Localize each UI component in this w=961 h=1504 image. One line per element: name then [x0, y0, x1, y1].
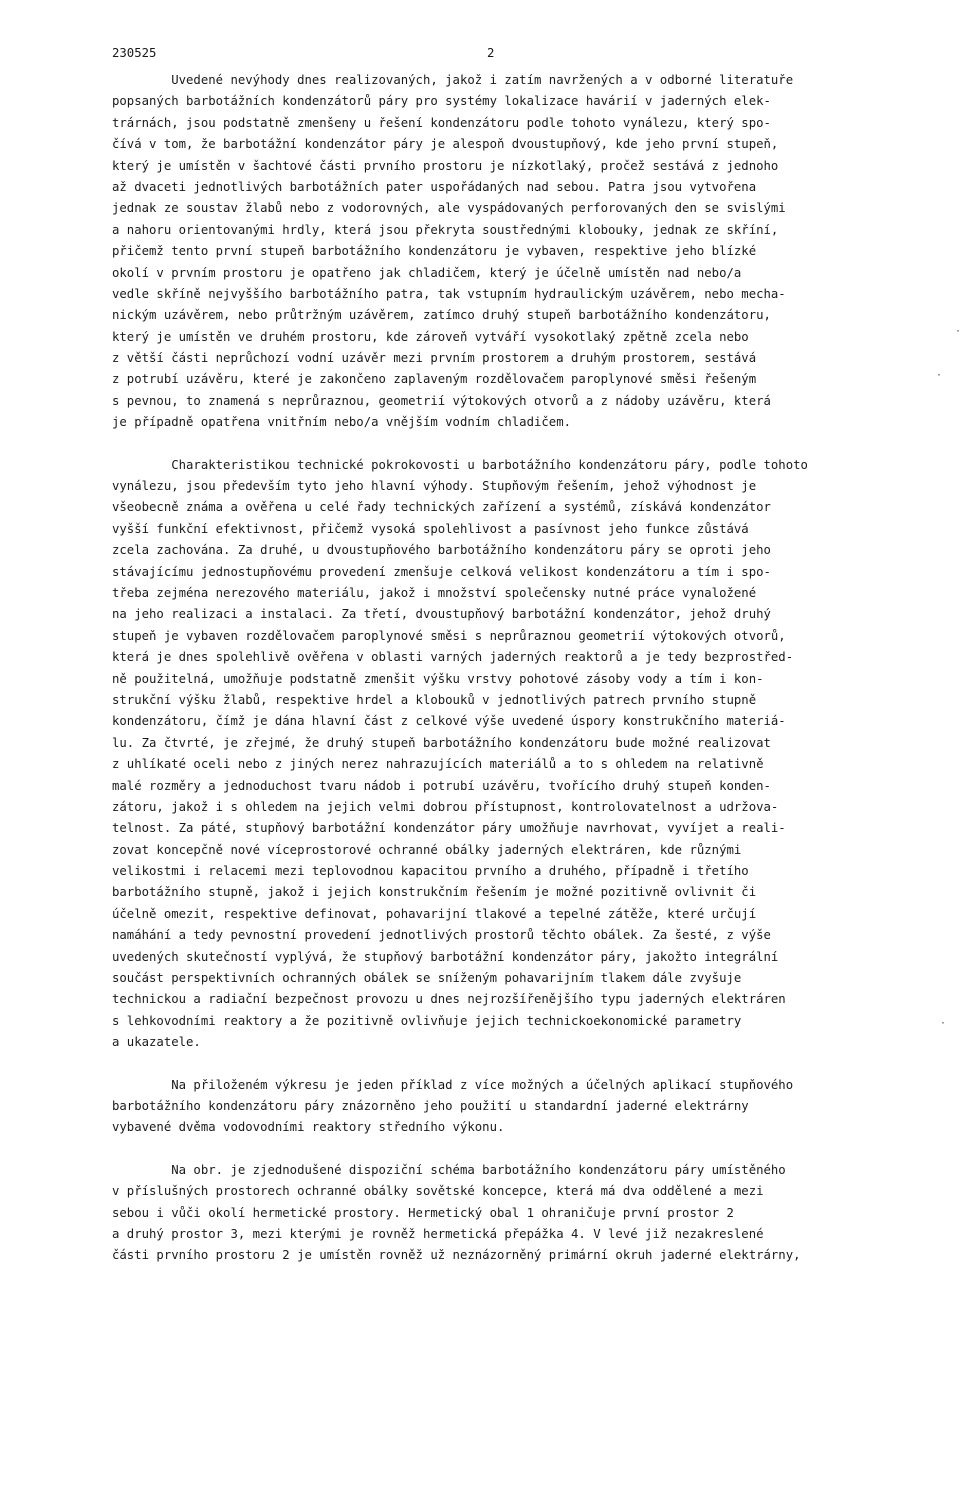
text-line: Na přiloženém výkresu je jeden příklad z více možných a účelných aplikací stupňového [112, 1077, 794, 1092]
text-line: malé rozměry a jednoduchost tvaru nádob i potrubí uzávěru, tvořícího druhý stupeň konden- [112, 778, 771, 793]
text-line: vyšší funkční efektivnost, přičemž vysoká spolehlivost a pasívnost jeho funkce zůstává [112, 521, 749, 536]
text-line: s pevnou, to znamená s neprůraznou, geometrií výtokových otvorů a z nádoby uzávěru, která [112, 393, 771, 408]
text-line: Uvedené nevýhody dnes realizovaných, jakož i zatím navržených a v odborné literatuře [112, 73, 794, 87]
text-line: barbotážního stupně, jakož i jejich konstrukčním řešením je možné pozitivně ovlivnit či [112, 885, 757, 900]
text-line: části prvního prostoru 2 je umístěn rovněž už neznázorněný primární okruh jaderné elektrárny, [112, 1248, 801, 1263]
document-number: 230525 [112, 46, 157, 60]
text-line: který je umístěn v šachtové části prvního prostoru je nízkotlaký, pročež sestává z jednoho [112, 158, 779, 173]
body-text [112, 70, 882, 1267]
text-line: sebou i vůči okolí hermetické prostory. Hermetický obal 1 ohraničuje první prostor 2 [112, 1205, 734, 1220]
text-line: z potrubí uzávěru, které je zakončeno zaplaveným rozdělovačem paroplynové směsi řešeným [112, 372, 757, 387]
text-line: z větší části neprůchozí vodní uzávěr mezi prvním prostorem a druhým prostorem, sestává [112, 351, 757, 366]
text-line: zátoru, jakož i s ohledem na jejich velmi dobrou přístupnost, kontrolovatelnost a udržova- [112, 799, 779, 814]
text-line: lu. Za čtvrté, je zřejmé, že druhý stupeň barbotážního kondenzátoru bude možné realizovat [112, 735, 771, 750]
paragraph-gap [112, 434, 882, 455]
text-line: okolí v prvním prostoru je opatřeno jak chladičem, který je účelně umístěn nad nebo/a [112, 265, 742, 280]
text-line: popsaných barbotážních kondenzátorů páry pro systémy lokalizace havárií v jaderných elek- [112, 94, 771, 109]
text-line: všeobecně známa a ověřena u celé řady technických zařízení a systémů, získává kondenzátor [112, 500, 771, 515]
text-line: telnost. Za páté, stupňový barbotážní kondenzátor páry umožňuje navrhovat, vyvíjet a reali- [112, 821, 786, 836]
text-line: třeba zejména nerezového materiálu, jakož i množství společensky nutné práce vynaložené [112, 585, 757, 600]
text-line: vybavené dvěma vodovodními reaktory středního výkonu. [112, 1120, 505, 1135]
text-line: nickým uzávěrem, nebo průtržným uzávěrem, zatímco druhý stupeň barbotážního kondenzátoru, [112, 308, 771, 323]
text-line: kondenzátoru, čímž je dána hlavní část z celkové výše uvedené úspory konstrukčního materiá- [112, 714, 786, 729]
paragraph [112, 70, 882, 434]
paragraph [112, 1075, 882, 1139]
text-line: přičemž tento první stupeň barbotážního kondenzátoru je vybaven, respektive jeho blízké [112, 244, 757, 259]
text-line: stupeň je vybaven rozdělovačem paroplynové směsi s neprůraznou geometrií výtokových otvorů, [112, 628, 786, 643]
margin-mark: · [936, 370, 943, 381]
text-line: velikostmi i relacemi mezi teplovodnou kapacitou prvního a druhého, případně i třetího [112, 864, 749, 879]
text-line: zcela zachována. Za druhé, u dvoustupňového barbotážního kondenzátoru páry se oproti jeho [112, 543, 771, 558]
text-line: je případně opatřena vnitřním nebo/a vnějším vodním chladičem. [112, 415, 572, 430]
text-line: Na obr. je zjednodušené dispoziční schéma barbotážního kondenzátoru páry umístěného [112, 1162, 786, 1177]
paragraph [112, 1160, 882, 1267]
text-line: s lehkovodními reaktory a že pozitivně ovlivňuje jejich technickoekonomické parametry [112, 1013, 742, 1028]
text-line: strukční výšku žlabů, respektive hrdel a klobouků v jednotlivých patrech prvního stupně [112, 692, 757, 707]
text-line: a druhý prostor 3, mezi kterými je rovněž hermetická přepážka 4. V levé již nezakreslené [112, 1226, 764, 1241]
text-line: technickou a radiační bezpečnost provozu u dnes nejrozšířenějšího typu jaderných elektráren [112, 992, 786, 1007]
paragraph-gap [112, 1139, 882, 1160]
margin-mark: · [955, 326, 961, 337]
text-line: na jeho realizaci a instalaci. Za třetí, dvoustupňový barbotážní kondenzátor, jehož druhý [112, 607, 771, 622]
text-line: jednak ze soustav žlabů nebo z vodorovných, ale vyspádovaných perforovaných den se svislými [112, 201, 786, 216]
text-line: vedle skříně nejvyššího barbotážního patra, tak vstupním hydraulickým uzávěrem, nebo mecha- [112, 286, 786, 301]
text-line: zovat koncepčně nové víceprostorové ochranné obálky jaderných elektráren, kde různými [112, 842, 742, 857]
text-line: která je dnes spolehlivě ověřena v oblasti varných jaderných reaktorů a je tedy bezprostřed- [112, 650, 794, 665]
text-line: součást perspektivních ochranných obálek se sníženým pohavarijním tlakem dále zvyšuje [112, 971, 742, 986]
text-line: účelně omezit, respektive definovat, pohavarijní tlakové a tepelné zátěže, které určují [112, 906, 757, 921]
text-line: čívá v tom, že barbotážní kondenzátor páry je alespoň dvoustupňový, kde jeho první stupeň, [112, 137, 779, 152]
paragraph [112, 455, 882, 1054]
text-line: uvedených skutečností vyplývá, že stupňový barbotážní kondenzátor páry, jakožto integrální [112, 949, 779, 964]
text-line: Charakteristikou technické pokrokovosti u barbotážního kondenzátoru páry, podle tohoto [112, 457, 808, 472]
page-number: 2 [487, 46, 495, 60]
text-line: a ukazatele. [112, 1035, 201, 1050]
text-line: a nahoru orientovanými hrdly, která jsou překryta soustřednými klobouky, jednak ze skříní, [112, 222, 779, 237]
text-line: vynálezu, jsou především tyto jeho hlavní výhody. Stupňovým řešením, jehož výhodnost je [112, 479, 757, 494]
text-line: z uhlíkaté oceli nebo z jiných nerez nahrazujících materiálů a to s ohledem na relativně [112, 757, 764, 772]
page-header [0, 46, 960, 66]
paragraph-gap [112, 1054, 882, 1075]
text-line: trárnách, jsou podstatně zmenšeny u řešení kondenzátoru podle tohoto vynálezu, který spo- [112, 115, 771, 130]
margin-mark: · [940, 1018, 947, 1029]
text-line: namáhání a tedy pevnostní provedení jednotlivých prostorů těchto obálek. Za šesté, z výše [112, 928, 771, 943]
text-line: který je umístěn ve druhém prostoru, kde zároveň vytváří vysokotlaký zpětně zcela nebo [112, 329, 749, 344]
text-line: až dvaceti jednotlivých barbotážních pater uspořádaných nad sebou. Patra jsou vytvořena [112, 179, 757, 194]
text-line: ně použitelná, umožňuje podstatně zmenšit výšku vrstvy pohotové zásoby vody a tím i kon- [112, 671, 764, 686]
text-line: barbotážního kondenzátoru páry znázorněno jeho použití u standardní jaderné elektrárny [112, 1098, 749, 1113]
text-line: stávajícímu jednostupňovému provedení zmenšuje celková velikost kondenzátoru a tím i spo- [112, 564, 771, 579]
text-line: v příslušných prostorech ochranné obálky sovětské koncepce, která má dva oddělené a mezi [112, 1184, 764, 1199]
